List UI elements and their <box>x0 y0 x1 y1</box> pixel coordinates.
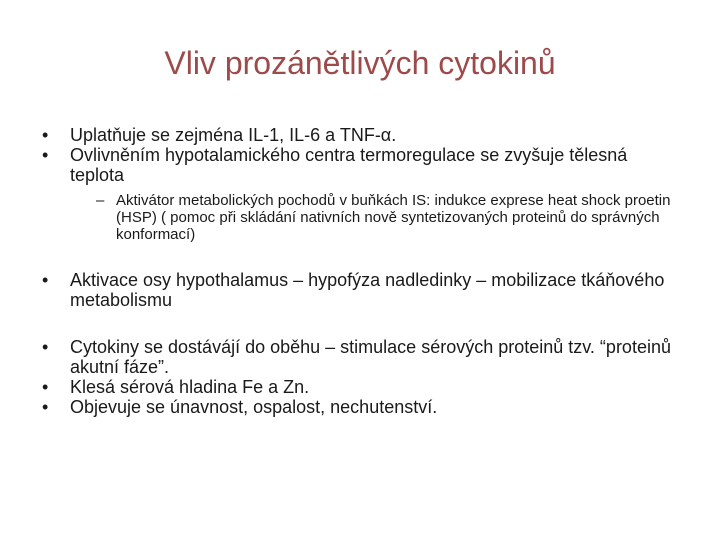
bullet-text: Aktivace osy hypothalamus – hypofýza nadledinky – mobilizace tkáňového metabolismu <box>70 270 665 310</box>
bullet-item <box>36 125 686 145</box>
bullet-item <box>36 337 686 377</box>
slide-title: Vliv prozánětlivých cytokinů <box>164 45 556 81</box>
bullet-marker: • <box>42 270 49 290</box>
bullet-marker: • <box>42 377 49 397</box>
bullet-text: Objevuje se únavnost, ospalost, nechutenství. <box>70 397 438 417</box>
bullet-item <box>36 270 686 310</box>
bullet-item <box>36 397 686 417</box>
bullet-marker: • <box>42 125 49 145</box>
bullet-item <box>36 145 686 185</box>
bullet-marker: • <box>42 337 49 357</box>
slide-body <box>36 125 686 417</box>
bullet-text: Uplatňuje se zejména IL-1, IL-6 a TNF-α. <box>70 125 397 145</box>
sub-bullet-text: Aktivátor metabolických pochodů v buňkách IS: indukce exprese heat shock proetin (HSP) ( pomoc při skládání nativních nově syntetizovaných proteinů do správných konformací) <box>116 192 671 243</box>
sub-bullet-item <box>96 192 686 243</box>
bullet-text: Cytokiny se dostávájí do oběhu – stimulace sérových proteinů tzv. “proteinů akutní fáze”. <box>70 337 671 377</box>
bullet-marker: • <box>42 397 49 417</box>
bullet-text: Klesá sérová hladina Fe a Zn. <box>70 377 310 397</box>
bullet-item <box>36 377 686 397</box>
sub-bullet-marker: – <box>96 192 105 209</box>
bullet-text: Ovlivněním hypotalamického centra termoregulace se zvyšuje tělesná teplota <box>70 145 628 185</box>
bullet-marker: • <box>42 145 49 165</box>
